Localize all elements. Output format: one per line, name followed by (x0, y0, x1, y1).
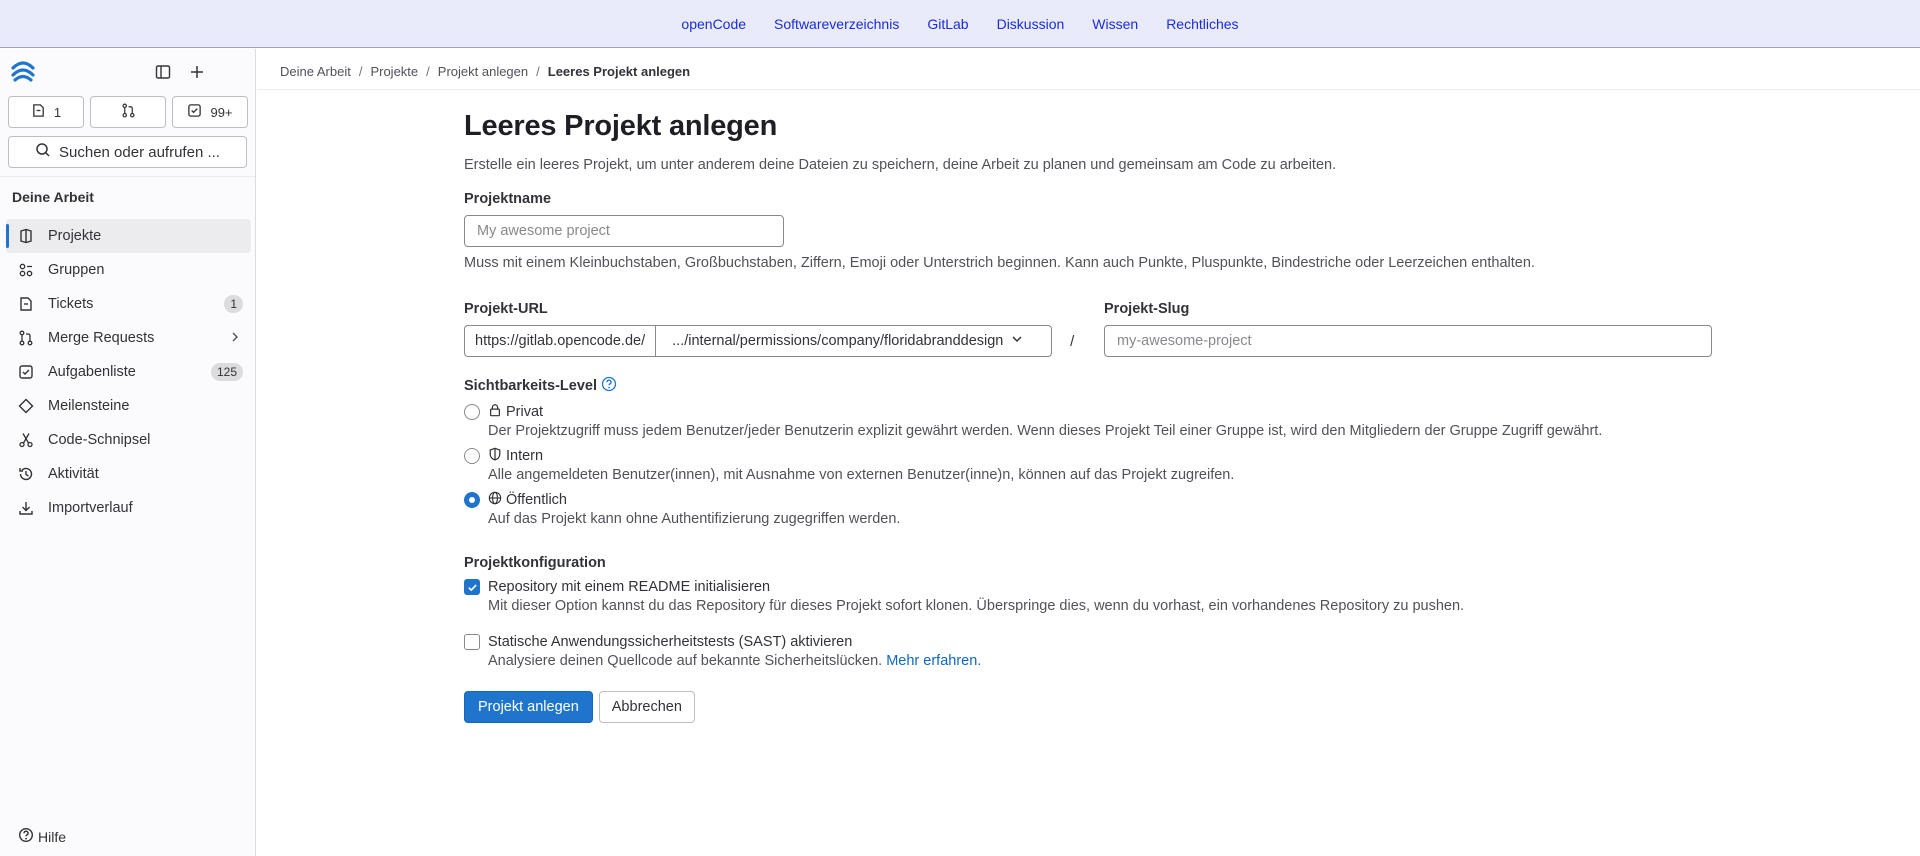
sast-desc-row (488, 653, 1724, 669)
readme-label: Repository mit einem README initialisieren (488, 579, 771, 595)
checkmark-icon (467, 582, 478, 593)
issues-counter-button[interactable] (8, 96, 84, 128)
visibility-public-label: Öffentlich (506, 491, 567, 508)
search-button[interactable] (8, 136, 247, 168)
visibility-internal-label: Intern (506, 447, 544, 464)
import-icon (18, 500, 34, 516)
visibility-private-label: Privat (506, 403, 544, 420)
visibility-radio-internal[interactable] (464, 448, 480, 464)
globe-icon (488, 491, 502, 508)
breadcrumb-item[interactable]: Projekte (370, 64, 419, 79)
topnav-rechtliches[interactable]: Rechtliches (1166, 15, 1239, 32)
visibility-label: Sichtbarkeits-Level (464, 377, 597, 394)
sidebar-toggle-icon[interactable] (152, 61, 174, 83)
create-project-button[interactable]: Projekt anlegen (464, 691, 593, 723)
config-readme-option (464, 579, 1724, 614)
sidebar-item-importverlauf[interactable] (6, 491, 251, 525)
url-separator: / (1070, 332, 1075, 350)
namespace-value: .../internal/permissions/company/floridabranddesign (672, 333, 1004, 349)
project-url-label: Projekt-URL (464, 301, 548, 317)
todo-counter-button[interactable] (172, 96, 248, 128)
group-icon (18, 262, 34, 278)
milestone-icon (18, 398, 34, 414)
help-circle-icon[interactable] (601, 376, 617, 395)
project-icon (18, 228, 34, 244)
sidebar-item-label: Merge Requests (48, 330, 155, 346)
merge-requests-counter-button[interactable] (90, 96, 166, 128)
search-icon (35, 142, 51, 162)
project-name-input[interactable] (464, 215, 784, 247)
issues-count: 1 (53, 104, 62, 120)
sidebar-section-title: Deine Arbeit (12, 189, 94, 205)
visibility-private-desc: Der Projektzugriff muss jedem Benutzer/jeder Benutzerin explizit gewährt werden. Wenn dieses Projekt Teil einer Gruppe ist, wird den Mitgliedern der Gruppe Zugriff gewährt. (488, 423, 1603, 439)
sidebar (0, 49, 256, 856)
sidebar-item-code-schnipsel[interactable] (6, 423, 251, 457)
topnav-diskussion[interactable]: Diskussion (996, 15, 1065, 32)
visibility-internal-desc: Alle angemeldeten Benutzer(innen), mit Ausnahme von externen Benutzer(inne)n, können auf das Projekt zugreifen. (488, 467, 1235, 483)
history-icon (18, 466, 34, 482)
sast-checkbox[interactable] (464, 634, 480, 650)
namespace-select[interactable] (655, 325, 1052, 357)
chevron-right-icon (229, 331, 241, 347)
tickets-badge: 1 (224, 295, 243, 313)
sidebar-item-label: Code-Schnipsel (48, 432, 151, 448)
breadcrumb (280, 64, 690, 79)
sidebar-item-merge-requests[interactable] (6, 321, 251, 355)
page-subtitle: Erstelle ein leeres Projekt, um unter anderem deine Dateien zu speichern, deine Arbeit zu planen und gemeinsam am Code zu arbeiten. (464, 157, 1337, 173)
search-label: Suchen oder aufrufen ... (59, 143, 220, 161)
breadcrumb-item[interactable]: Deine Arbeit (280, 64, 351, 79)
visibility-public-desc: Auf das Projekt kann ohne Authentifizierung zugegriffen werden. (488, 511, 901, 527)
merge-request-icon (18, 330, 34, 346)
todo-icon (18, 364, 34, 380)
sidebar-item-meilensteine[interactable] (6, 389, 251, 423)
visibility-radio-private[interactable] (464, 404, 480, 420)
learn-more-link[interactable]: Mehr erfahren. (886, 653, 982, 669)
merge-request-icon (121, 103, 136, 121)
sidebar-item-label: Aufgabenliste (48, 364, 136, 380)
aufgabenliste-badge: 125 (211, 363, 243, 381)
sidebar-item-label: Meilensteine (48, 398, 130, 414)
sidebar-item-aufgabenliste[interactable] (6, 355, 251, 389)
main-content (464, 110, 1724, 723)
project-slug-label: Projekt-Slug (1104, 301, 1190, 317)
plus-icon[interactable] (186, 61, 208, 83)
sidebar-divider (0, 176, 255, 177)
sidebar-item-label: Aktivität (48, 466, 99, 482)
project-name-help: Muss mit einem Kleinbuchstaben, Großbuchstaben, Ziffern, Emoji oder Unterstrich beginnen. Kann auch Punkte, Pluspunkte, Bindestriche oder Leerzeichen enthalten. (464, 255, 1535, 271)
todo-count: 99+ (210, 104, 233, 120)
project-url-prefix: https://gitlab.opencode.de/ (464, 325, 655, 357)
breadcrumb-separator: / (358, 64, 363, 79)
chevron-down-icon (1011, 333, 1023, 349)
readme-desc: Mit dieser Option kannst du das Repository für dieses Projekt sofort klonen. Überspringe dies, wenn du vorhast, ein vorhandenes Repository zu pushen. (488, 598, 1465, 614)
visibility-radio-public[interactable] (464, 492, 480, 508)
topnav-opencode[interactable]: openCode (681, 15, 747, 32)
sidebar-nav (6, 219, 251, 525)
gitlab-tanuki-icon[interactable] (10, 60, 36, 84)
breadcrumb-current: Leeres Projekt anlegen (547, 64, 691, 79)
breadcrumb-item[interactable]: Projekt anlegen (437, 64, 529, 79)
breadcrumb-divider (257, 89, 1920, 90)
breadcrumb-separator: / (536, 64, 540, 79)
help-button[interactable] (18, 827, 66, 846)
sast-desc: Analysiere deinen Quellcode auf bekannte Sicherheitslücken. (488, 653, 883, 669)
topnav-wissen[interactable]: Wissen (1092, 15, 1139, 32)
project-slug-input[interactable] (1104, 325, 1712, 357)
topnav-softwareverzeichnis[interactable]: Softwareverzeichnis (774, 15, 900, 32)
sidebar-item-label: Gruppen (48, 262, 105, 278)
sidebar-item-tickets[interactable] (6, 287, 251, 321)
issues-icon (31, 103, 46, 121)
sidebar-item-gruppen[interactable] (6, 253, 251, 287)
help-label: Hilfe (38, 828, 67, 845)
visibility-option-public (464, 491, 1724, 527)
project-name-label: Projektname (464, 191, 552, 207)
snippet-icon (18, 432, 34, 448)
sidebar-item-label: Tickets (48, 296, 94, 312)
sidebar-item-projekte[interactable] (6, 219, 251, 253)
todo-icon (187, 103, 202, 121)
cancel-button[interactable]: Abbrechen (599, 691, 695, 723)
breadcrumb-separator: / (426, 64, 430, 79)
visibility-option-internal (464, 447, 1724, 483)
sidebar-item-aktivitaet[interactable] (6, 457, 251, 491)
sidebar-item-label: Importverlauf (48, 500, 133, 516)
project-config-label: Projektkonfiguration (464, 555, 606, 571)
question-icon (18, 827, 34, 846)
shield-icon (488, 447, 502, 464)
top-navigation (0, 0, 1920, 48)
sast-label: Statische Anwendungssicherheitstests (SAST) aktivieren (488, 634, 853, 650)
visibility-option-private (464, 403, 1724, 439)
lock-icon (488, 403, 502, 420)
config-sast-option (464, 634, 1724, 669)
readme-checkbox[interactable] (464, 579, 480, 595)
sidebar-item-label: Projekte (48, 228, 102, 244)
issues-icon (18, 296, 34, 312)
topnav-gitlab[interactable]: GitLab (927, 15, 969, 32)
page-title: Leeres Projekt anlegen (464, 110, 778, 142)
